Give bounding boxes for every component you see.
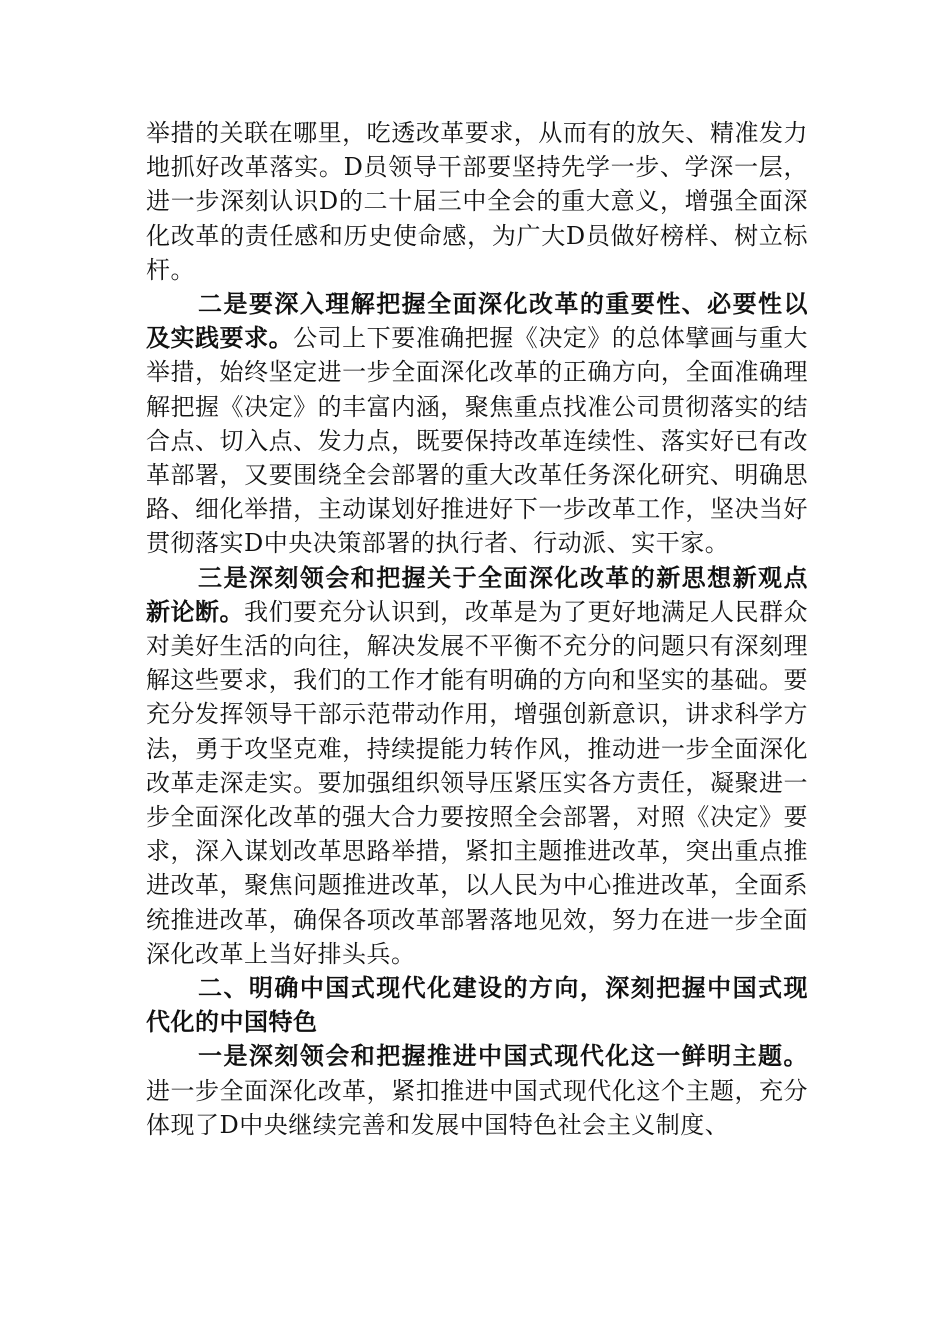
paragraph-point-two [146,287,808,561]
paragraph-lead: 二是要深入理解把握全面深化改革的重要性、必要性以及实践要求。 [146,289,808,353]
paragraph-point-three [146,561,808,971]
paragraph-lead: 一是深刻领会和把握推进中国式现代化这一鲜明主题。 [198,1041,808,1071]
paragraph-body: 公司上下要准确把握《决定》的总体擘画与重大举措，始终坚定进一步全面深化改革的正确方向，全面准确理解把握《决定》的丰富内涵，聚焦重点找准公司贯彻落实的结合点、切入点、发力点，既要保持改革连续性、落实好已有改革部署，又要围绕全会部署的重大改革任务深化研究、明确思路、细化举措，主动谋划好推进好下一步改革工作，坚决当好贯彻落实D中央决策部署的执行者、行动派、实干家。 [146,324,809,558]
section-heading: 二、明确中国式现代化建设的方向，深刻把握中国式现代化的中国特色 [146,974,808,1037]
paragraph-body: 进一步全面深化改革，紧扣推进中国式现代化这个主题，充分体现了D中央继续完善和发展中国特色社会主义制度、 [146,1076,808,1139]
paragraph-section-two-point-one [146,1039,808,1142]
paragraph-lead: 三是深刻领会和把握关于全面深化改革的新思想新观点新论断。 [146,562,808,626]
paragraph-body: 举措的关联在哪里，吃透改革要求，从而有的放矢、精准发力地抓好改革落实。D员领导干部要坚持先学一步、学深一层，进一步深刻认识D的二十届三中全会的重大意义，增强全面深化改革的责任感和历史使命感，为广大D员做好榜样、树立标杆。 [146,119,808,284]
paragraph-continuation [146,116,808,287]
document-page [146,116,808,1142]
paragraph-body: 我们要充分认识到，改革是为了更好地满足人民群众对美好生活的向往，解决发展不平衡不充分的问题只有深刻理解这些要求，我们的工作才能有明确的方向和坚实的基础。要充分发挥领导干部示范带动作用，增强创新意识，讲求科学方法，勇于攻坚克难，持续提能力转作风，推动进一步全面深化改革走深走实。要加强组织领导压紧压实各方责任，凝聚进一步全面深化改革的强大合力要按照全会部署，对照《决定》要求，深入谋划改革思路举措，紧扣主题推进改革，突出重点推进改革，聚焦问题推进改革，以人民为中心推进改革，全面系统推进改革，确保各项改革部署落地见效，努力在进一步全面深化改革上当好排头兵。 [146,597,808,968]
